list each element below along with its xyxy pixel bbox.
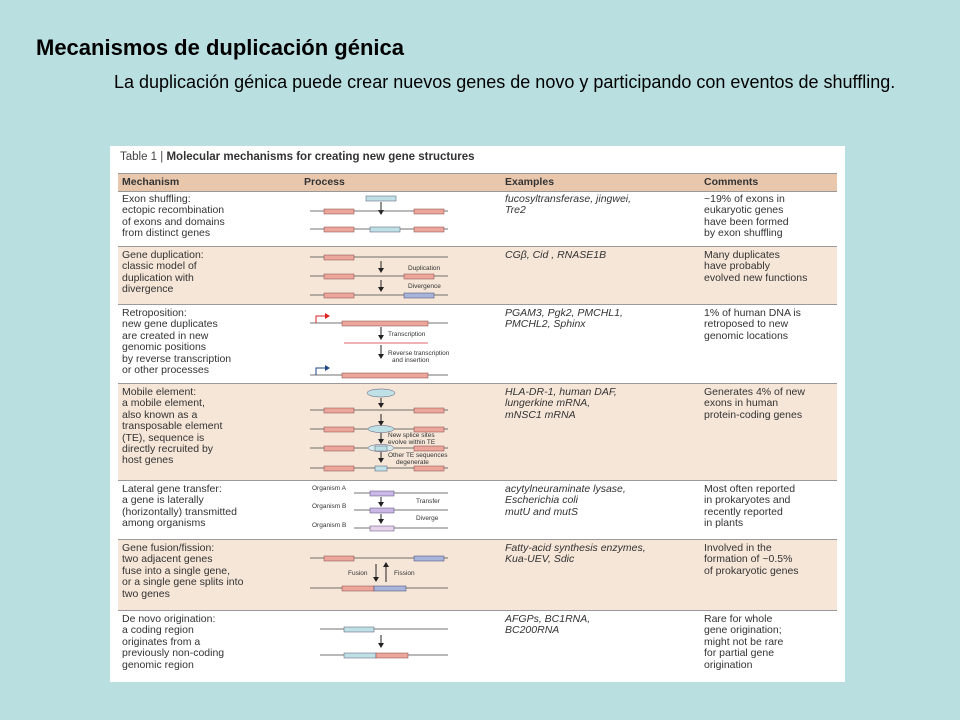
table-row-lateral-gene-transfer [118,481,837,540]
process-label: Divergence [408,283,441,290]
process-label: New splice sites [388,432,435,439]
header-mechanism: Mechanism [122,176,180,188]
header-process: Process [304,176,345,188]
process-diagram-mobile-element [304,384,500,480]
table-number: Table 1 | [120,151,164,163]
examples-cell: acytylneuraminate lysase, Escherichia coli mutU and mutS [505,483,626,518]
comments-cell: Involved in the formation of ~0.5% of prokaryotic genes [704,542,799,577]
table-header [118,173,837,192]
examples-cell: AFGPs, BC1RNA, BC200RNA [505,613,591,637]
slide-subtitle: La duplicación génica puede crear nuevos genes de novo y participando con eventos de shuffling. [114,72,896,92]
process-label: Fusion [348,570,368,577]
process-label: Transfer [416,498,440,505]
mechanism-cell: Mobile element: a mobile element, also known as a transposable element (TE), sequence is directly recruited by host genes [122,386,223,467]
process-label: Organism A [312,485,346,492]
examples-cell: CGβ, Cid , RNASE1B [505,249,607,261]
process-label: Transcription [388,331,426,338]
mechanism-cell: Gene duplication: classic model of duplication with divergence [122,249,204,296]
process-label: Other TE sequences [388,452,448,459]
process-label: and insertion [392,357,430,364]
mechanism-cell: Gene fusion/fission: two adjacent genes fuse into a single gene, or a single gene splits into two genes [122,542,244,600]
process-label: evolve within TE [388,439,436,446]
process-label: degenerate [396,459,429,466]
process-label: Organism B [312,522,347,529]
table-row-de-novo-origination [118,611,837,677]
process-diagram-lateral-gene-transfer [304,481,500,539]
comments-cell: 1% of human DNA is retroposed to new genomic locations [704,307,801,342]
process-label: Diverge [416,515,439,522]
examples-cell: fucosyltransferase, jingwei, Tre2 [505,193,632,217]
examples-cell: PGAM3, Pgk2, PMCHL1, PMCHL2, Sphinx [505,307,623,331]
process-label: Fission [394,570,415,577]
mechanism-cell: Retroposition: new gene duplicates are created in new genomic positions by reverse transcription or other processes [122,307,232,377]
process-diagram-retroposition [304,305,500,383]
header-comments: Comments [704,176,759,188]
process-diagram-gene-fusion-fission [304,540,500,610]
comments-cell: ~19% of exons in eukaryotic genes have been formed by exon shuffling [704,193,789,240]
process-label: Reverse transcription [388,350,450,357]
comments-cell: Many duplicates have probably evolved new functions [704,249,808,284]
examples-cell: HLA-DR-1, human DAF, lungerkine mRNA, mNSC1 mRNA [505,386,617,421]
table-row-retroposition [118,305,837,384]
table-row-gene-duplication [118,247,837,305]
mechanism-cell: Exon shuffling: ectopic recombination of exons and domains from distinct genes [122,193,225,240]
mechanism-cell: Lateral gene transfer: a gene is laterally (horizontally) transmitted among organisms [122,483,237,530]
table-image [110,146,845,682]
comments-cell: Rare for whole gene origination; might not be rare for partial gene origination [704,613,784,671]
header-examples: Examples [505,176,555,188]
table-title [120,151,475,163]
process-diagram-gene-duplication [304,247,500,304]
process-diagram-exon-shuffling [304,191,500,246]
slide-title: Mecanismos de duplicación génica [36,35,404,60]
table-row-gene-fusion-fission [118,540,837,611]
comments-cell: Most often reported in prokaryotes and recently reported in plants [704,483,796,530]
table-row-mobile-element [118,384,837,481]
table-title-text: Molecular mechanisms for creating new gene structures [166,151,475,163]
process-label: Organism B [312,503,347,510]
comments-cell: Generates 4% of new exons in human protein-coding genes [704,386,805,421]
mechanism-cell: De novo origination: a coding region originates from a previously non-coding genomic region [122,613,225,671]
process-label: Duplication [408,265,441,272]
process-diagram-de-novo-origination [304,611,500,677]
table-row-exon-shuffling [118,191,837,247]
examples-cell: Fatty-acid synthesis enzymes, Kua-UEV, Sdic [505,542,646,566]
